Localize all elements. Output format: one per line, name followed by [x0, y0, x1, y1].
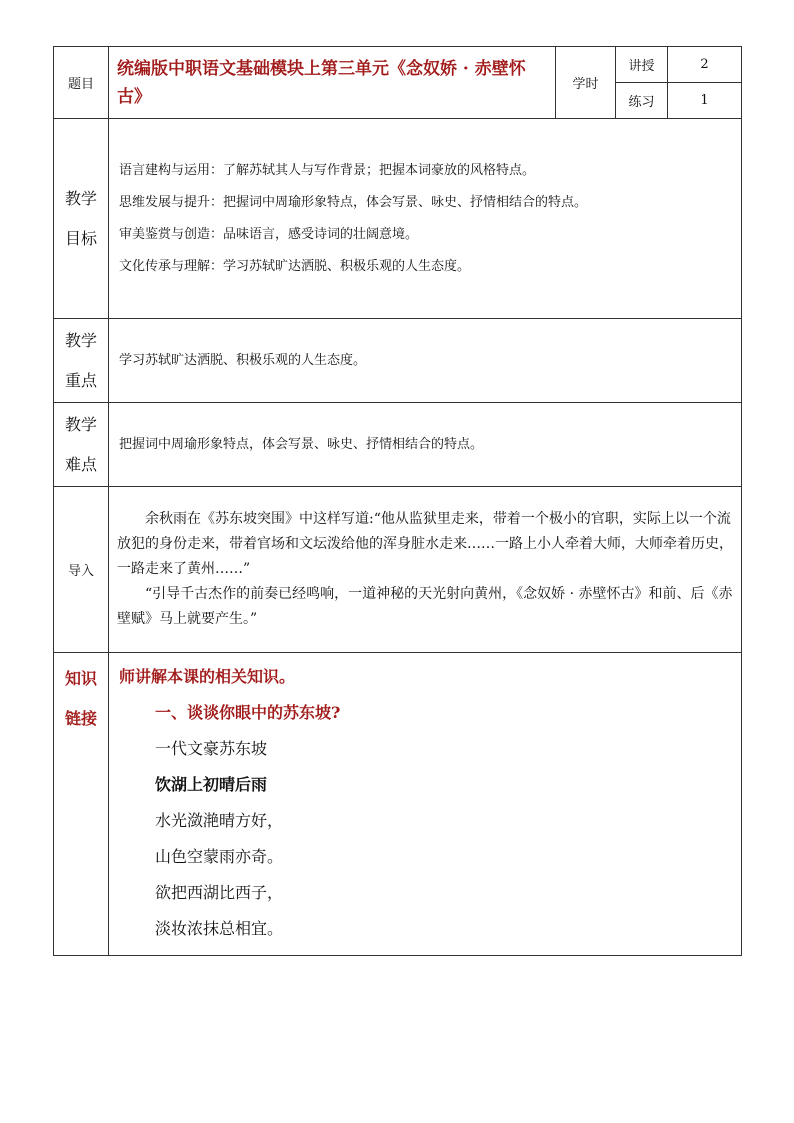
intro-paragraph: “引导千古杰作的前奏已经鸣响，一道神秘的天光射向黄州，《念奴娇 · 赤壁怀古》和前、后《赤壁赋》马上就要产生。” [117, 586, 733, 627]
focus-label-line1: 教学 [64, 330, 97, 350]
goals-label [54, 119, 109, 319]
lecture-label: 讲授 [616, 47, 668, 83]
poem-line: 淡妆浓抹总相宜。 [155, 919, 284, 938]
goals-label-line1: 教学 [64, 188, 97, 208]
knowledge-line: 一代文豪苏东坡 [155, 739, 268, 758]
topic-label: 题目 [54, 47, 109, 119]
goals-content [109, 119, 742, 319]
knowledge-label [54, 653, 109, 956]
focus-content: 学习苏轼旷达洒脱、积极乐观的人生态度。 [109, 319, 742, 403]
lecture-hours: 2 [668, 47, 742, 83]
difficulty-content: 把握词中周瑜形象特点，体会写景、咏史、抒情相结合的特点。 [109, 403, 742, 487]
goal-item: 语言建构与运用：了解苏轼其人与写作背景；把握本词豪放的风格特点。 [119, 162, 536, 178]
intro-content [109, 487, 742, 653]
lesson-title: 统编版中职语文基础模块上第三单元《念奴娇 · 赤壁怀古》 [109, 47, 556, 119]
difficulty-label-line2: 难点 [64, 454, 97, 474]
knowledge-subheading: 一、谈谈你眼中的苏东坡? [155, 703, 341, 722]
knowledge-content [109, 653, 742, 956]
hours-label: 学时 [556, 47, 616, 119]
goal-item: 审美鉴赏与创造：品味语言，感受诗词的壮阔意境。 [119, 226, 419, 242]
goals-label-line2: 目标 [64, 228, 97, 248]
lesson-plan-table [53, 46, 742, 956]
knowledge-label-line1: 知识 [64, 669, 97, 688]
poem-line: 水光潋滟晴方好， [155, 811, 284, 830]
focus-label-line2: 重点 [64, 370, 97, 390]
intro-label: 导入 [54, 487, 109, 653]
difficulty-label-line1: 教学 [64, 414, 97, 434]
intro-row [54, 487, 742, 653]
goal-item: 思维发展与提升：把握词中周瑜形象特点，体会写景、咏史、抒情相结合的特点。 [119, 194, 588, 210]
intro-paragraph: 余秋雨在《苏东坡突围》中这样写道:“他从监狱里走来，带着一个极小的官职，实际上以一个流放犯的身份走来，带着官场和文坛泼给他的浑身脏水走来……一路上小人牵着大师，大师牵着历史，一路走来了黄州……” [117, 511, 733, 577]
focus-row [54, 319, 742, 403]
knowledge-label-line2: 链接 [64, 709, 97, 728]
goals-row [54, 119, 742, 319]
focus-label [54, 319, 109, 403]
difficulty-label [54, 403, 109, 487]
poem-line: 欲把西湖比西子， [155, 883, 284, 902]
practice-hours: 1 [668, 83, 742, 119]
header-row [54, 47, 742, 83]
knowledge-heading: 师讲解本课的相关知识。 [119, 667, 296, 686]
goal-item: 文化传承与理解：学习苏轼旷达洒脱、积极乐观的人生态度。 [119, 258, 471, 274]
knowledge-row [54, 653, 742, 956]
poem-title: 饮湖上初晴后雨 [155, 775, 268, 794]
practice-label: 练习 [616, 83, 668, 119]
poem-line: 山色空蒙雨亦奇。 [155, 847, 284, 866]
difficulty-row [54, 403, 742, 487]
